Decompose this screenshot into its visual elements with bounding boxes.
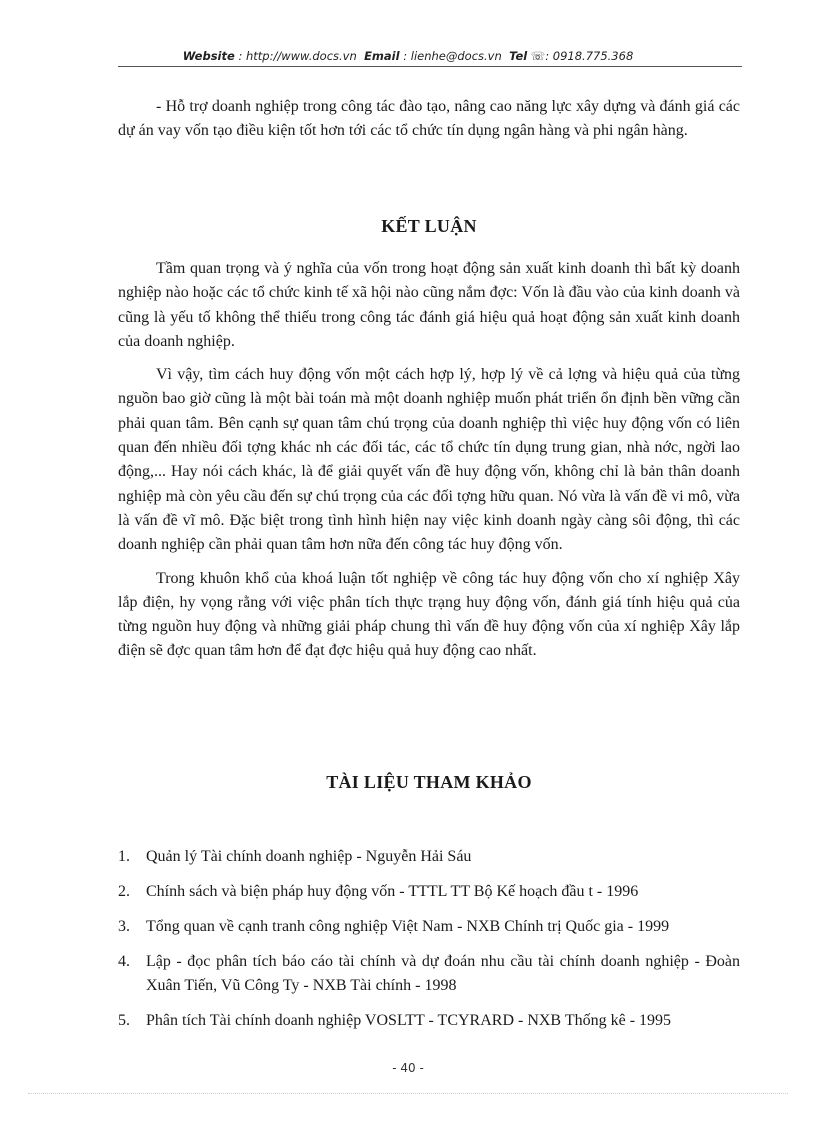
reference-text: Chính sách và biện pháp huy động vốn - TTTL TT Bộ Kế hoạch đầu t - 1996 bbox=[146, 883, 639, 900]
conclusion-paragraph-1: Tầm quan trọng và ý nghĩa của vốn trong hoạt động sản xuất kinh doanh thì bất kỳ doanh nghiệp nào hoặc các tổ chức kinh tế xã hội nào cũng nắm đợc: Vốn là đầu vào của kinh doanh và cũng là yếu tố không thể thiếu trong công tác đánh giá hiệu quả hoạt động sản xuất kinh doanh của doanh nghiệp. bbox=[118, 260, 740, 350]
reference-item bbox=[118, 915, 740, 939]
reference-text: Lập - đọc phân tích báo cáo tài chính và dự đoán nhu cầu tài chính doanh nghiệp - Đoàn Xuân Tiến, Vũ Công Ty - NXB Tài chính - 1998 bbox=[146, 953, 740, 994]
reference-text: Phân tích Tài chính doanh nghiệp VOSLTT - TCYRARD - NXB Thống kê - 1995 bbox=[146, 1012, 672, 1029]
conclusion-paragraph-3: Trong khuôn khổ của khoá luận tốt nghiệp về công tác huy động vốn cho xí nghiệp Xây lắp điện, hy vọng rằng với việc phân tích thực trạng huy động vốn, đánh giá tính hiệu quả của từng nguồn huy động và những giải pháp chung thì vấn đề huy động vốn của xí nghiệp Xây lắp điện sẽ đợc quan tâm hơn để đạt đợc hiệu quả huy động cao nhất. bbox=[118, 569, 740, 660]
reference-item bbox=[118, 1009, 740, 1033]
reference-item bbox=[118, 950, 740, 998]
references-list bbox=[118, 845, 740, 1044]
intro-paragraph: - Hỗ trợ doanh nghiệp trong công tác đào tạo, nâng cao năng lực xây dựng và đánh giá các dự án vay vốn tạo điều kiện tốt hơn tới các tổ chức tín dụng ngân hàng và phi ngân hàng. bbox=[118, 98, 740, 140]
page-header bbox=[0, 49, 816, 63]
intro-section bbox=[118, 95, 740, 153]
website-label: Website bbox=[182, 49, 235, 63]
conclusion-title: KẾT LUẬN bbox=[381, 216, 477, 236]
email-label: Email bbox=[364, 49, 400, 63]
reference-number: 4. bbox=[118, 953, 130, 970]
reference-number: 2. bbox=[118, 883, 130, 900]
page-number: - 40 - bbox=[392, 1061, 424, 1075]
reference-item bbox=[118, 880, 740, 904]
conclusion-section bbox=[118, 257, 740, 673]
reference-item bbox=[118, 845, 740, 869]
reference-number: 3. bbox=[118, 918, 130, 935]
tel-label: Tel bbox=[509, 49, 528, 63]
conclusion-paragraph-2: Vì vậy, tìm cách huy động vốn một cách hợp lý, hợp lý về cả lợng và hiệu quả của từng nguồn bao giờ cũng là một bài toán mà một doanh nghiệp muốn phát triển ổn định bền vững cần phải quan tâm. Bên cạnh sự quan tâm chú trọng của doanh nghiệp thì việc huy động vốn có liên quan đến nhiều đối tợng khác nh các đối tác, các tổ chức tín dụng trung gian, nhà nớc, ngời lao động,... Hay nói cách khác, là để giải quyết vấn đề huy động vốn, không chỉ là bản thân doanh nghiệp mà còn yêu cầu đến sự chú trọng của các đối tợng hữu quan. Nó vừa là vấn đề vi mô, vừa là vấn đề vĩ mô. Đặc biệt trong tình hình hiện nay việc kinh doanh ngày càng sôi động, thì các doanh nghiệp cần phải quan tâm hơn nữa đến công tác huy động vốn. bbox=[118, 366, 740, 554]
tel-value: : 0918.775.368 bbox=[545, 49, 634, 63]
phone-icon: ☏ bbox=[530, 49, 546, 63]
reference-number: 1. bbox=[118, 848, 130, 865]
reference-text: Tổng quan về cạnh tranh công nghiệp Việt Nam - NXB Chính trị Quốc gia - 1999 bbox=[146, 918, 670, 935]
website-value: : http://www.docs.vn bbox=[238, 49, 357, 63]
footer-divider bbox=[28, 1093, 788, 1094]
reference-text: Quản lý Tài chính doanh nghiệp - Nguyễn Hải Sáu bbox=[146, 848, 472, 865]
references-title: TÀI LIỆU THAM KHẢO bbox=[326, 772, 532, 792]
reference-number: 5. bbox=[118, 1012, 130, 1029]
email-value: : lienhe@docs.vn bbox=[403, 49, 502, 63]
header-divider bbox=[118, 66, 742, 67]
